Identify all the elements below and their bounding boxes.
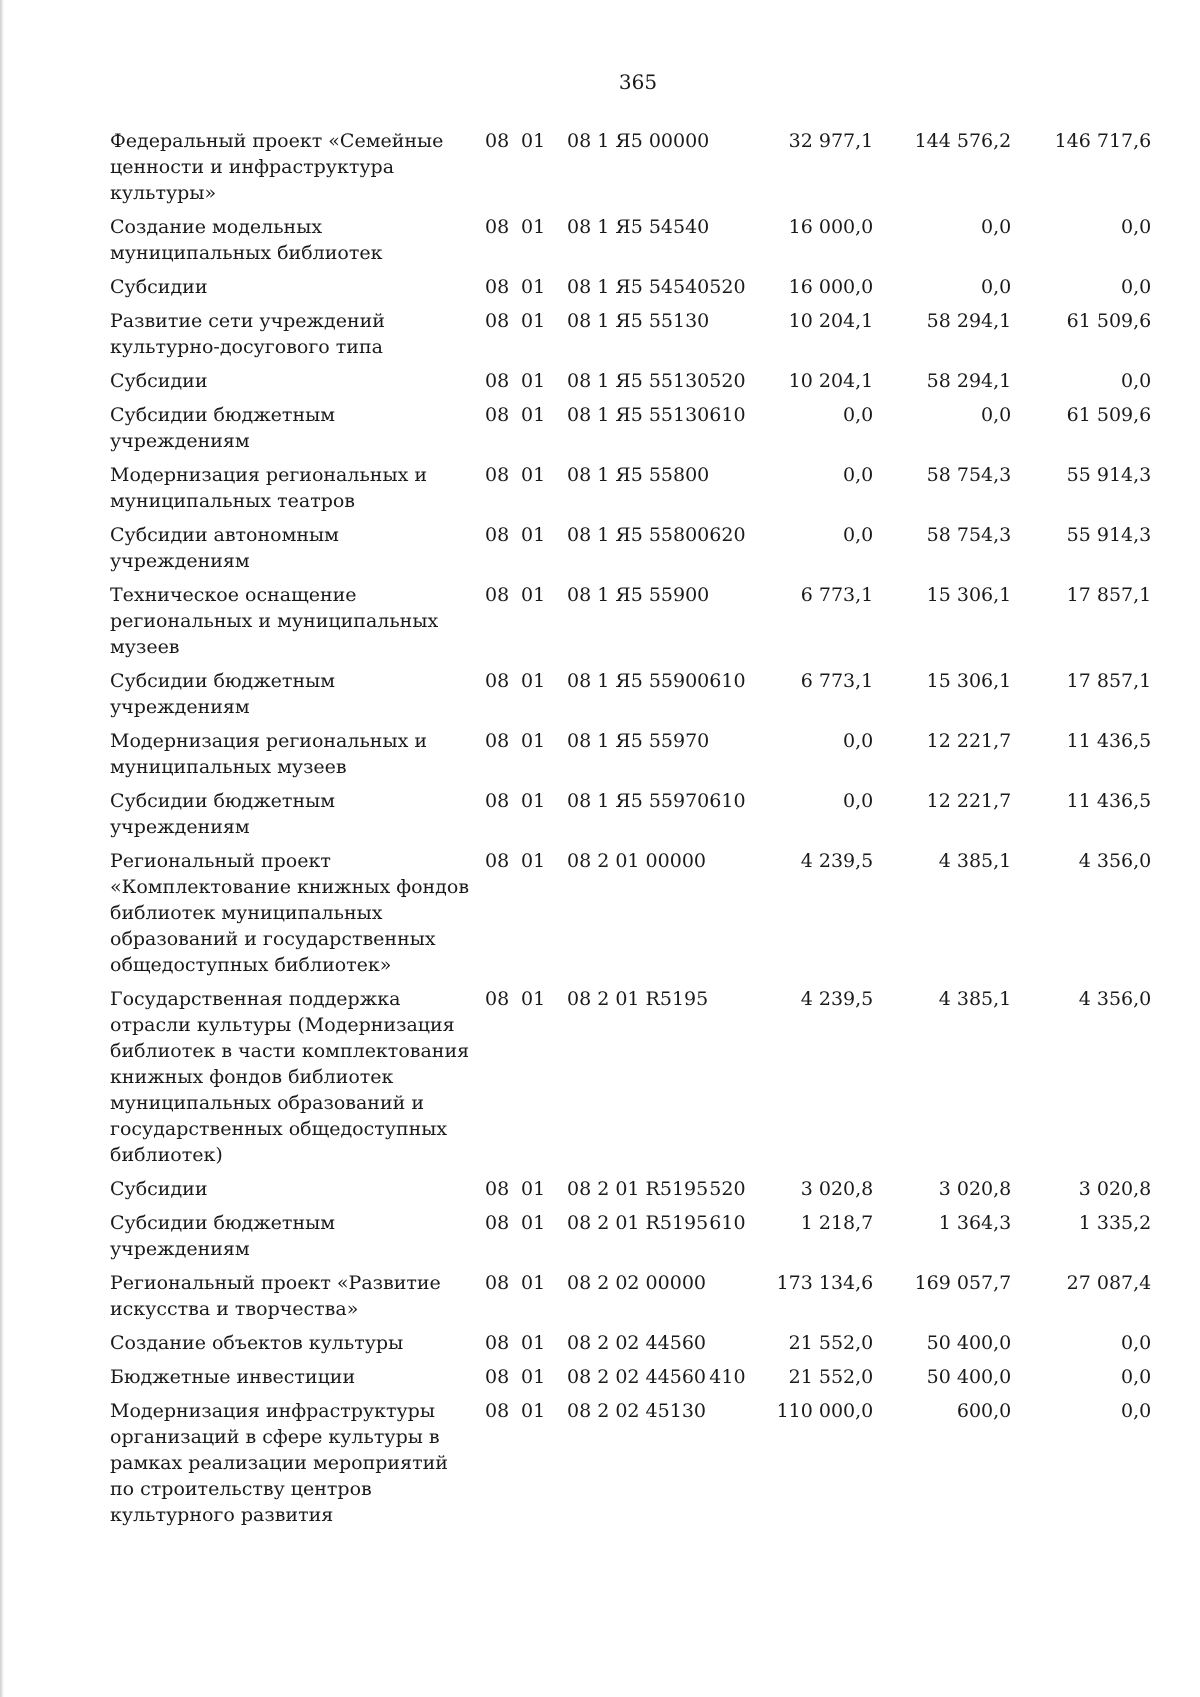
row-target-article: 08 1 Я5 00000 bbox=[567, 130, 710, 152]
row-amount-3: 55 914,3 bbox=[1066, 464, 1152, 486]
row-target-article: 08 2 02 44560 bbox=[567, 1332, 707, 1354]
row-name: Модернизация региональных и муниципальных театров bbox=[110, 464, 427, 512]
row-section: 08 bbox=[485, 310, 510, 332]
row-name: Региональный проект «Комплектование книжных фондов библиотек муниципальных образований и государственных общедоступных библиотек» bbox=[110, 850, 470, 976]
row-amount-2: 0,0 bbox=[981, 276, 1012, 298]
row-target-article: 08 1 Я5 55130 bbox=[567, 404, 710, 426]
row-amount-3: 17 857,1 bbox=[1066, 584, 1152, 606]
row-expense-type bbox=[709, 848, 769, 986]
row-name: Модернизация инфраструктуры организаций в сфере культуры в рамках реализации мероприятий по строительству центров культурного развития bbox=[110, 1400, 448, 1526]
row-amount-3: 1 335,2 bbox=[1078, 1212, 1152, 1234]
row-name: Модернизация региональных и муниципальных музеев bbox=[110, 730, 427, 778]
row-expense-type: 520 bbox=[709, 1178, 746, 1200]
row-amount-2: 50 400,0 bbox=[926, 1366, 1012, 1388]
row-amount-2: 15 306,1 bbox=[926, 670, 1012, 692]
row-amount-1: 0,0 bbox=[843, 790, 874, 812]
row-section: 08 bbox=[485, 1332, 510, 1354]
row-target-article: 08 1 Я5 55130 bbox=[567, 310, 710, 332]
row-expense-type bbox=[709, 1330, 769, 1364]
scan-edge bbox=[0, 0, 4, 1697]
row-amount-3: 3 020,8 bbox=[1078, 1178, 1152, 1200]
row-target-article: 08 2 02 45130 bbox=[567, 1400, 707, 1422]
row-name: Федеральный проект «Семейные ценности и инфраструктура культуры» bbox=[110, 130, 444, 204]
row-amount-2: 12 221,7 bbox=[926, 730, 1012, 752]
row-expense-type: 520 bbox=[709, 370, 746, 392]
row-amount-1: 173 134,6 bbox=[776, 1272, 874, 1294]
table-row bbox=[110, 788, 1151, 848]
table-row bbox=[110, 462, 1151, 522]
row-name: Создание модельных муниципальных библиотек bbox=[110, 216, 383, 264]
row-section: 08 bbox=[485, 1366, 510, 1388]
row-target-article: 08 1 Я5 55800 bbox=[567, 464, 710, 486]
row-section: 08 bbox=[485, 584, 510, 606]
row-target-article: 08 2 02 44560 bbox=[567, 1366, 707, 1388]
row-name: Субсидии бюджетным учреждениям bbox=[110, 404, 336, 452]
row-subsection: 01 bbox=[521, 1332, 546, 1354]
row-expense-type: 520 bbox=[709, 276, 746, 298]
row-amount-2: 58 754,3 bbox=[926, 524, 1012, 546]
row-amount-1: 4 239,5 bbox=[800, 850, 874, 872]
row-section: 08 bbox=[485, 988, 510, 1010]
row-subsection: 01 bbox=[521, 1366, 546, 1388]
table-row bbox=[110, 1210, 1151, 1270]
row-target-article: 08 1 Я5 55900 bbox=[567, 670, 710, 692]
row-expense-type bbox=[709, 214, 769, 274]
row-name: Субсидии bbox=[110, 370, 208, 392]
row-amount-2: 58 294,1 bbox=[926, 370, 1012, 392]
row-section: 08 bbox=[485, 1212, 510, 1234]
row-subsection: 01 bbox=[521, 216, 546, 238]
row-amount-3: 61 509,6 bbox=[1066, 310, 1152, 332]
table-row bbox=[110, 522, 1151, 582]
table-row bbox=[110, 848, 1151, 986]
row-expense-type: 610 bbox=[709, 790, 746, 812]
row-expense-type bbox=[709, 986, 769, 1176]
row-target-article: 08 1 Я5 55970 bbox=[567, 790, 710, 812]
row-amount-1: 21 552,0 bbox=[788, 1332, 874, 1354]
table-row bbox=[110, 368, 1151, 402]
row-amount-2: 0,0 bbox=[981, 404, 1012, 426]
row-amount-2: 12 221,7 bbox=[926, 790, 1012, 812]
row-name: Субсидии bbox=[110, 276, 208, 298]
row-subsection: 01 bbox=[521, 464, 546, 486]
row-name: Субсидии бюджетным учреждениям bbox=[110, 1212, 336, 1260]
row-amount-1: 21 552,0 bbox=[788, 1366, 874, 1388]
row-section: 08 bbox=[485, 730, 510, 752]
row-amount-1: 6 773,1 bbox=[800, 584, 874, 606]
row-expense-type bbox=[709, 308, 769, 368]
row-subsection: 01 bbox=[521, 276, 546, 298]
row-section: 08 bbox=[485, 1178, 510, 1200]
row-subsection: 01 bbox=[521, 310, 546, 332]
row-amount-3: 0,0 bbox=[1121, 216, 1152, 238]
row-amount-1: 1 218,7 bbox=[800, 1212, 874, 1234]
budget-table-body bbox=[110, 128, 1151, 1536]
row-amount-1: 10 204,1 bbox=[788, 310, 874, 332]
row-amount-2: 3 020,8 bbox=[938, 1178, 1012, 1200]
row-subsection: 01 bbox=[521, 404, 546, 426]
row-amount-1: 6 773,1 bbox=[800, 670, 874, 692]
row-name: Развитие сети учреждений культурно-досугового типа bbox=[110, 310, 385, 358]
row-subsection: 01 bbox=[521, 790, 546, 812]
table-row bbox=[110, 402, 1151, 462]
table-row bbox=[110, 1398, 1151, 1536]
row-section: 08 bbox=[485, 130, 510, 152]
table-row bbox=[110, 1330, 1151, 1364]
row-expense-type bbox=[709, 582, 769, 668]
row-amount-1: 0,0 bbox=[843, 730, 874, 752]
row-name: Субсидии bbox=[110, 1178, 208, 1200]
row-subsection: 01 bbox=[521, 1178, 546, 1200]
row-amount-2: 0,0 bbox=[981, 216, 1012, 238]
table-row bbox=[110, 214, 1151, 274]
row-target-article: 08 1 Я5 55900 bbox=[567, 584, 710, 606]
row-amount-1: 0,0 bbox=[843, 524, 874, 546]
row-name: Субсидии бюджетным учреждениям bbox=[110, 790, 336, 838]
row-subsection: 01 bbox=[521, 988, 546, 1010]
row-section: 08 bbox=[485, 276, 510, 298]
row-amount-3: 4 356,0 bbox=[1078, 850, 1152, 872]
row-name: Бюджетные инвестиции bbox=[110, 1366, 356, 1388]
row-amount-3: 55 914,3 bbox=[1066, 524, 1152, 546]
row-amount-1: 4 239,5 bbox=[800, 988, 874, 1010]
row-subsection: 01 bbox=[521, 730, 546, 752]
table-row bbox=[110, 1364, 1151, 1398]
row-amount-3: 0,0 bbox=[1121, 1332, 1152, 1354]
row-subsection: 01 bbox=[521, 370, 546, 392]
row-amount-1: 3 020,8 bbox=[800, 1178, 874, 1200]
budget-table bbox=[110, 128, 1151, 1536]
row-section: 08 bbox=[485, 1400, 510, 1422]
row-amount-2: 4 385,1 bbox=[938, 988, 1012, 1010]
table-row bbox=[110, 1176, 1151, 1210]
row-expense-type: 610 bbox=[709, 404, 746, 426]
row-subsection: 01 bbox=[521, 670, 546, 692]
row-subsection: 01 bbox=[521, 130, 546, 152]
row-section: 08 bbox=[485, 370, 510, 392]
row-subsection: 01 bbox=[521, 524, 546, 546]
table-row bbox=[110, 308, 1151, 368]
row-amount-3: 27 087,4 bbox=[1066, 1272, 1152, 1294]
row-amount-3: 11 436,5 bbox=[1066, 730, 1152, 752]
row-section: 08 bbox=[485, 464, 510, 486]
row-amount-3: 0,0 bbox=[1121, 276, 1152, 298]
row-amount-2: 4 385,1 bbox=[938, 850, 1012, 872]
row-amount-3: 61 509,6 bbox=[1066, 404, 1152, 426]
table-row bbox=[110, 274, 1151, 308]
table-row bbox=[110, 728, 1151, 788]
row-section: 08 bbox=[485, 524, 510, 546]
row-target-article: 08 1 Я5 54540 bbox=[567, 216, 710, 238]
row-amount-2: 15 306,1 bbox=[926, 584, 1012, 606]
row-amount-1: 16 000,0 bbox=[788, 276, 874, 298]
row-amount-3: 146 717,6 bbox=[1054, 130, 1152, 152]
row-subsection: 01 bbox=[521, 584, 546, 606]
row-target-article: 08 2 01 R5195 bbox=[567, 1212, 709, 1234]
row-expense-type bbox=[709, 128, 769, 214]
row-target-article: 08 1 Я5 55970 bbox=[567, 730, 710, 752]
row-amount-1: 32 977,1 bbox=[788, 130, 874, 152]
table-row bbox=[110, 986, 1151, 1176]
row-section: 08 bbox=[485, 1272, 510, 1294]
row-section: 08 bbox=[485, 850, 510, 872]
row-section: 08 bbox=[485, 216, 510, 238]
row-expense-type: 610 bbox=[709, 670, 746, 692]
row-target-article: 08 2 01 00000 bbox=[567, 850, 707, 872]
row-name: Субсидии бюджетным учреждениям bbox=[110, 670, 336, 718]
row-name: Субсидии автономным учреждениям bbox=[110, 524, 339, 572]
row-amount-2: 58 294,1 bbox=[926, 310, 1012, 332]
row-target-article: 08 1 Я5 55800 bbox=[567, 524, 710, 546]
table-row bbox=[110, 1270, 1151, 1330]
table-row bbox=[110, 128, 1151, 214]
row-target-article: 08 2 02 00000 bbox=[567, 1272, 707, 1294]
row-amount-2: 50 400,0 bbox=[926, 1332, 1012, 1354]
row-amount-2: 144 576,2 bbox=[914, 130, 1012, 152]
row-amount-3: 4 356,0 bbox=[1078, 988, 1152, 1010]
row-target-article: 08 2 01 R5195 bbox=[567, 988, 709, 1010]
row-subsection: 01 bbox=[521, 1400, 546, 1422]
row-expense-type bbox=[709, 1270, 769, 1330]
row-expense-type bbox=[709, 462, 769, 522]
row-target-article: 08 1 Я5 54540 bbox=[567, 276, 710, 298]
row-name: Государственная поддержка отрасли культуры (Модернизация библиотек в части комплектования книжных фондов библиотек муниципальных образований и государственных общедоступных библиотек) bbox=[110, 988, 470, 1166]
page-number: 365 bbox=[618, 70, 658, 94]
row-amount-2: 169 057,7 bbox=[914, 1272, 1012, 1294]
row-amount-1: 10 204,1 bbox=[788, 370, 874, 392]
row-section: 08 bbox=[485, 404, 510, 426]
row-amount-3: 17 857,1 bbox=[1066, 670, 1152, 692]
row-expense-type: 620 bbox=[709, 524, 746, 546]
row-amount-2: 1 364,3 bbox=[938, 1212, 1012, 1234]
row-amount-3: 11 436,5 bbox=[1066, 790, 1152, 812]
row-subsection: 01 bbox=[521, 1272, 546, 1294]
row-target-article: 08 1 Я5 55130 bbox=[567, 370, 710, 392]
row-amount-1: 0,0 bbox=[843, 404, 874, 426]
row-name: Техническое оснащение региональных и муниципальных музеев bbox=[110, 584, 439, 658]
row-expense-type: 410 bbox=[709, 1366, 746, 1388]
row-section: 08 bbox=[485, 790, 510, 812]
table-row bbox=[110, 668, 1151, 728]
table-row bbox=[110, 582, 1151, 668]
row-amount-1: 16 000,0 bbox=[788, 216, 874, 238]
row-expense-type bbox=[709, 1398, 769, 1536]
row-amount-2: 58 754,3 bbox=[926, 464, 1012, 486]
row-name: Создание объектов культуры bbox=[110, 1332, 404, 1354]
row-subsection: 01 bbox=[521, 1212, 546, 1234]
row-target-article: 08 2 01 R5195 bbox=[567, 1178, 709, 1200]
row-amount-1: 0,0 bbox=[843, 464, 874, 486]
row-amount-3: 0,0 bbox=[1121, 1366, 1152, 1388]
row-amount-3: 0,0 bbox=[1121, 1400, 1152, 1422]
row-amount-2: 600,0 bbox=[956, 1400, 1012, 1422]
row-amount-1: 110 000,0 bbox=[776, 1400, 874, 1422]
row-name: Региональный проект «Развитие искусства и творчества» bbox=[110, 1272, 441, 1320]
row-expense-type: 610 bbox=[709, 1212, 746, 1234]
row-subsection: 01 bbox=[521, 850, 546, 872]
row-expense-type bbox=[709, 728, 769, 788]
row-amount-3: 0,0 bbox=[1121, 370, 1152, 392]
row-section: 08 bbox=[485, 670, 510, 692]
